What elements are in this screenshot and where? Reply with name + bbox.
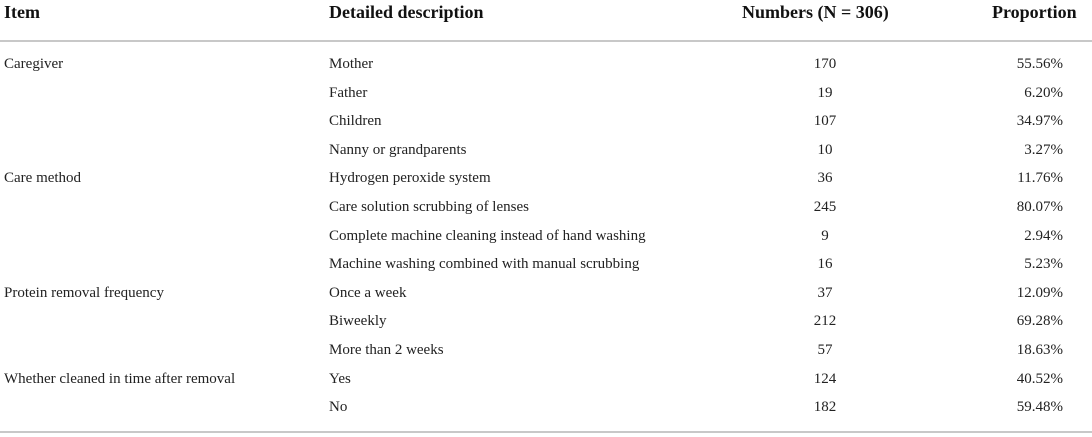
- table-row: [0, 365, 1092, 394]
- header-description: Detailed description: [329, 2, 484, 22]
- row-item: Whether cleaned in time after removal: [4, 370, 236, 387]
- row-proportion: 55.56%: [1016, 56, 1063, 72]
- row-description: Hydrogen peroxide system: [329, 170, 491, 187]
- row-item: Protein removal frequency: [4, 284, 164, 301]
- row-number: 182: [813, 399, 837, 416]
- table-bottom-divider: [0, 431, 1092, 433]
- row-description: Machine washing combined with manual scrubbing: [329, 256, 640, 273]
- row-number: 37: [817, 284, 833, 301]
- table-row: [0, 164, 1092, 193]
- row-proportion: 2.94%: [1024, 227, 1063, 244]
- row-number: 124: [813, 370, 837, 387]
- row-proportion: 69.28%: [1016, 313, 1063, 330]
- table-row: [0, 250, 1092, 279]
- row-proportion: 40.52%: [1016, 370, 1063, 387]
- row-proportion: 6.20%: [1024, 84, 1063, 101]
- row-proportion: 18.63%: [1016, 341, 1063, 358]
- row-number: 212: [813, 313, 837, 330]
- row-number: 10: [817, 141, 833, 158]
- table-row: [0, 193, 1092, 222]
- table-row: [0, 50, 1092, 79]
- row-proportion: 34.97%: [1016, 113, 1063, 130]
- row-proportion: 3.27%: [1024, 141, 1063, 158]
- row-description: Once a week: [329, 284, 407, 301]
- row-item: Care method: [4, 170, 82, 187]
- header-proportion: Proportion: [992, 2, 1077, 22]
- row-description: No: [329, 399, 348, 416]
- row-description: Children: [329, 113, 382, 130]
- row-description: Father: [329, 84, 368, 101]
- row-number: 19: [817, 84, 833, 101]
- row-description: Nanny or grandparents: [329, 141, 467, 158]
- table-row: [0, 393, 1092, 422]
- table-row: [0, 279, 1092, 308]
- row-number: 9: [821, 227, 829, 244]
- table-row: [0, 107, 1092, 136]
- row-number: 16: [817, 256, 833, 273]
- row-proportion: 11.76%: [1017, 170, 1063, 187]
- table-row: [0, 79, 1092, 108]
- table-header-row: [0, 0, 1092, 40]
- header-divider: [0, 40, 1092, 42]
- row-description: Care solution scrubbing of lenses: [329, 198, 529, 215]
- header-numbers: Numbers (N = 306): [742, 2, 889, 22]
- table-row: [0, 222, 1092, 251]
- row-proportion: 80.07%: [1016, 198, 1063, 215]
- row-description: Yes: [329, 370, 351, 387]
- row-proportion: 5.23%: [1024, 256, 1063, 273]
- table-row: [0, 136, 1092, 165]
- row-proportion: 12.09%: [1016, 284, 1063, 301]
- header-item: Item: [4, 2, 40, 22]
- row-number: 57: [817, 341, 833, 358]
- table-row: [0, 307, 1092, 336]
- row-proportion: 59.48%: [1016, 399, 1063, 416]
- row-description: Complete machine cleaning instead of hand washing: [329, 227, 646, 244]
- row-number: 36: [817, 170, 833, 187]
- row-item: Caregiver: [4, 56, 64, 72]
- table-row: [0, 336, 1092, 365]
- table-body: [0, 50, 1092, 422]
- row-number: 170: [813, 56, 837, 72]
- row-description: Biweekly: [329, 313, 387, 330]
- row-number: 245: [813, 198, 837, 215]
- row-number: 107: [813, 113, 837, 130]
- row-description: Mother: [329, 56, 374, 72]
- row-description: More than 2 weeks: [329, 341, 444, 358]
